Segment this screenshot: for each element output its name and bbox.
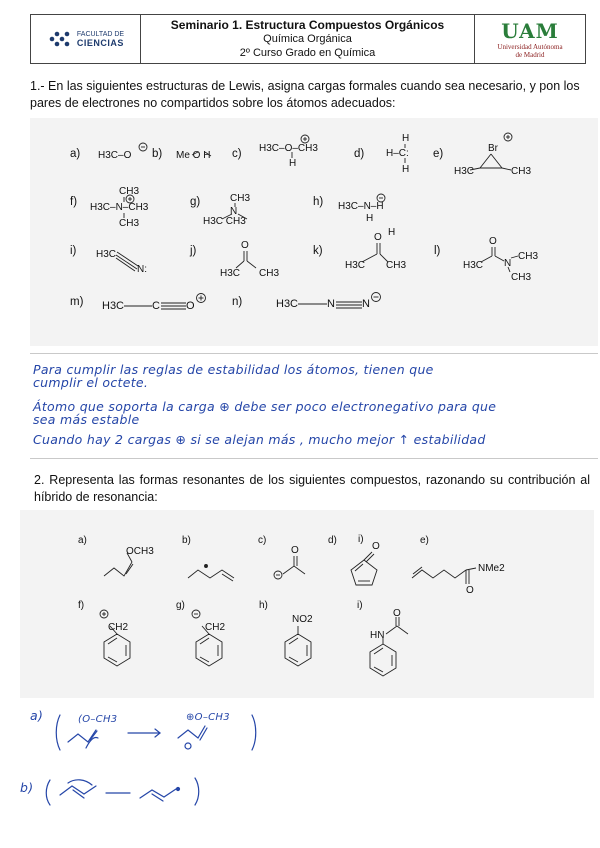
structure-g: H3C CH3: [203, 216, 246, 227]
structure-e-ch3: CH3: [511, 166, 532, 177]
structure-k-ch3: CH3: [386, 260, 407, 271]
note-line-1: Para cumplir las reglas de estabilidad los átomos, tienen que: [33, 362, 434, 377]
structure-2i-o: O: [393, 608, 401, 619]
structure-j-h3c: H3C: [220, 268, 241, 279]
structure-m-h3c: H3C: [102, 300, 125, 312]
structure-2e-nme2: NMe2: [478, 563, 505, 574]
structure-2d-label: i): [358, 534, 364, 545]
structure-j-ch3: CH3: [259, 268, 280, 279]
structure-k-o: O: [374, 232, 382, 243]
structure-l-n: N: [504, 258, 512, 269]
structure-2f-ch2: CH2: [108, 622, 129, 633]
structure-f-bottom: CH3: [119, 218, 140, 229]
structure-n-n1: N: [327, 298, 335, 310]
label-2h: h): [259, 600, 268, 611]
label-2f: f): [78, 600, 85, 611]
structure-2i-hn: HN: [370, 630, 385, 641]
label-2g: g): [176, 600, 185, 611]
structure-h: H3C–N–H: [338, 201, 384, 212]
label-d: d): [354, 148, 365, 160]
label-h: h): [313, 196, 324, 208]
label-l: l): [434, 245, 441, 257]
structure-h-bottom: H: [366, 213, 374, 224]
uam-name-line2: de Madrid: [515, 51, 545, 59]
structure-e-br: Br: [488, 143, 498, 154]
structure-l-h3c: H3C: [463, 260, 484, 271]
note-2a-left: (O–CH3: [78, 714, 118, 725]
label-c: c): [232, 148, 242, 160]
label-m: m): [70, 296, 84, 308]
structure-2d-o: O: [372, 541, 380, 552]
label-2a: a): [78, 535, 87, 546]
label-2c: c): [258, 535, 267, 546]
structure-g-n: N: [230, 206, 238, 217]
structure-m-c: C: [152, 300, 160, 312]
structure-l-ch3-top: CH3: [518, 251, 539, 262]
structure-n-n2: N: [362, 298, 370, 310]
uam-name-line1: Universidad Autónoma: [497, 43, 563, 51]
note-2a-label: a): [30, 708, 44, 723]
faculty-line2: CIENCIAS: [76, 38, 124, 48]
structure-e-h3c: H3C: [454, 166, 475, 177]
note-line-4: sea más estable: [33, 412, 140, 427]
label-i: i): [70, 245, 77, 257]
note-2b-label: b): [20, 780, 34, 795]
structure-n-h3c: H3C: [276, 298, 299, 310]
label-f: f): [70, 196, 78, 208]
structure-2h-no2: NO2: [292, 614, 313, 625]
label-g: g): [190, 196, 201, 208]
note-line-3: Átomo que soporta la carga ⊕ debe ser poco electronegativo para que: [33, 399, 497, 414]
note-line-2: cumplir el octete.: [33, 375, 149, 390]
label-2b: b): [182, 535, 191, 546]
note-2a-right: ⊕O–CH3: [186, 712, 230, 723]
structure-m-o: O: [186, 300, 195, 312]
structure-b: Me O H: [176, 150, 211, 161]
structure-2c-o: O: [291, 545, 299, 556]
structure-c: H3C–O–CH3: [259, 143, 318, 154]
note-line-5: Cuando hay 2 cargas ⊕ si se alejan más , mucho mejor ↑ estabilidad: [33, 432, 486, 447]
structure-a: H3C–O: [98, 150, 132, 161]
structure-i-n: N:: [137, 264, 147, 275]
structure-j-o: O: [241, 240, 249, 251]
structure-2g-ch2: CH2: [205, 622, 226, 633]
structure-l-ch3-bottom: CH3: [511, 272, 532, 283]
label-k: k): [313, 245, 323, 257]
subject-name: Química Orgánica: [263, 33, 352, 45]
structure-k-h: H: [388, 227, 396, 238]
structure-i-h3c: H3C: [96, 249, 117, 260]
structure-d-top: H: [402, 133, 410, 144]
seminar-title: Seminario 1. Estructura Compuestos Orgánicos: [170, 18, 445, 32]
label-2e: e): [420, 535, 429, 546]
structure-d: H–C:: [386, 148, 409, 159]
label-b: b): [152, 148, 163, 160]
label-e: e): [433, 148, 444, 160]
structure-f-top: CH3: [119, 186, 140, 197]
structure-g-top: CH3: [230, 193, 251, 204]
question-1-prompt: 1.- En las siguientes estructuras de Lewis, asigna cargas formales cuando sea necesario, y pon los pares de electrones no compartidos sobre los átomos adecuados:: [30, 79, 580, 110]
faculty-line1: FACULTAD DE: [76, 31, 125, 38]
label-2i: i): [357, 600, 363, 611]
structure-2e-o: O: [466, 585, 474, 596]
structure-2a-och3: OCH3: [126, 546, 154, 557]
label-j: j): [190, 245, 197, 257]
structure-d-bottom: H: [402, 164, 410, 175]
question-2-prompt: 2. Representa las formas resonantes de los siguientes compuestos, razonando su contribución al híbrido de resonancia:: [34, 473, 590, 504]
structure-f: H3C–N–CH3: [90, 202, 149, 213]
label-2d: d): [328, 535, 337, 546]
course-name: 2º Curso Grado en Química: [239, 47, 376, 59]
structure-l-o: O: [489, 236, 497, 247]
structure-c-h: H: [289, 158, 297, 169]
label-a: a): [70, 148, 81, 160]
structure-k-h3c: H3C: [345, 260, 366, 271]
uam-logo-text: UAM: [501, 19, 559, 43]
label-n: n): [232, 296, 243, 308]
